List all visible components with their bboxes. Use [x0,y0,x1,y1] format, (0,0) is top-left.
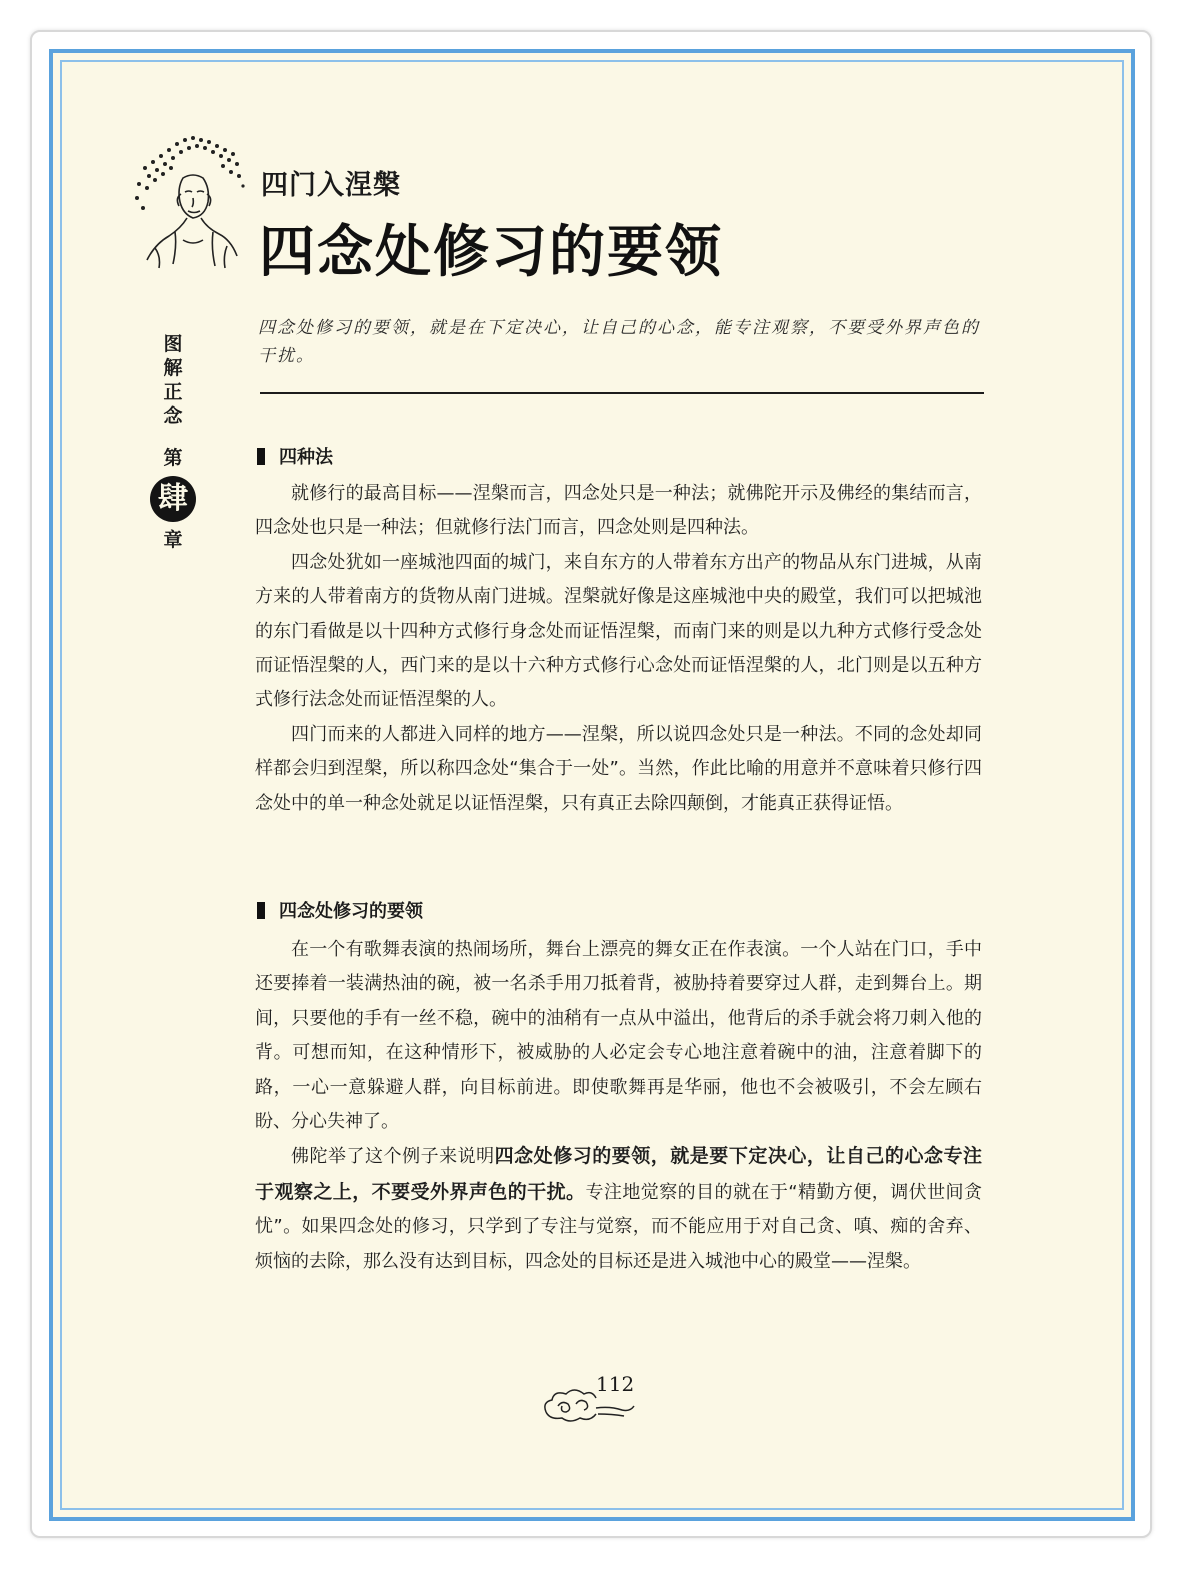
book-title-char: 正 [163,381,183,403]
paragraph: 四念处犹如一座城池四面的城门，来自东方的人带着东方出产的物品从东门进城，从南方来的人带着南方的货物从南门进城。涅槃就好像是这座城池中央的殿堂，我们可以把城池的东门看做是以十四种方式修行身念处而证悟涅槃，而南门来的则是以九种方式修行受念处而证悟涅槃的人，西门来的是以十六种方式修行心念处而证悟涅槃的人，北门则是以五种方式修行法念处而证悟涅槃的人。 [255,551,982,711]
section-heading-text: 四念处修习的要领 [279,901,423,922]
section-heading [257,900,423,924]
buddha-sketch-icon [125,128,250,270]
book-title-char: 解 [163,357,183,379]
chapter-prefix: 第 [163,447,183,469]
section-body [255,933,982,1279]
heading-marker-icon [257,902,265,919]
chapter-suffix: 章 [163,529,183,551]
book-title-char: 图 [163,333,183,355]
paragraph: 四门而来的人都进入同样的地方——涅槃，所以说四念处只是一种法。不同的念处却同样都会归到涅槃，所以称四念处“集合于一处”。当然，作此比喻的用意并不意味着只修行四念处中的单一种念处就足以证悟涅槃，只有真正去除四颠倒，才能真正获得证悟。 [255,723,982,814]
paragraph: 在一个有歌舞表演的热闹场所，舞台上漂亮的舞女正在作表演。一个人站在门口，手中还要捧着一装满热油的碗，被一名杀手用刀抵着背，被胁持着要穿过人群，走到舞台上。期间，只要他的手有一丝不稳，碗中的油稍有一点从中溢出，他背后的杀手就会将刀刺入他的背。可想而知，在这种情形下，被威胁的人必定会专心地注意着碗中的油，注意着脚下的路，一心一意躲避人群，向目标前进。即使歌舞再是华丽，他也不会被吸引，不会左顾右盼、分心失神了。 [255,939,982,1133]
page-number: 112 [596,1372,635,1396]
page-title: 四念处修习的要领 [259,219,723,285]
abstract-divider [260,392,984,394]
paragraph-lead: 佛陀举了这个例子来说明 [291,1146,495,1168]
section-heading-text: 四种法 [279,447,333,468]
chapter-number-badge: 肆 [150,476,196,522]
section-body [255,477,982,821]
book-title-char: 念 [163,405,183,427]
book-title-vertical [152,332,194,428]
paragraph-emphasis: 四念处修习的要领，就是要下定决心，让自己的心念专注于观察之上，不要受外界声色的干扰。 [255,1145,982,1203]
paragraph-tail: 专注地觉察的目的就在于“精勤方便，调伏世间贪忧”。如果四念处的修习，只学到了专注与觉察，而不能应用于对自己贪、嗔、痴的舍弃、烦恼的去除，那么没有达到目标，四念处的目标还是进入城池中心的殿堂——涅槃。 [255,1181,982,1272]
chapter-abstract: 四念处修习的要领，就是在下定决心，让自己的心念，能专注观察，不要受外界声色的干扰。 [258,318,980,366]
paragraph [255,1139,982,1279]
section-heading [257,446,333,470]
heading-marker-icon [257,448,265,465]
chapter-side-label [152,332,194,552]
paragraph: 就修行的最高目标——涅槃而言，四念处只是一种法；就佛陀开示及佛经的集结而言，四念处也只是一种法；但就修行法门而言，四念处则是四种法。 [255,483,982,539]
chapter-subtitle: 四门入涅槃 [261,170,401,201]
